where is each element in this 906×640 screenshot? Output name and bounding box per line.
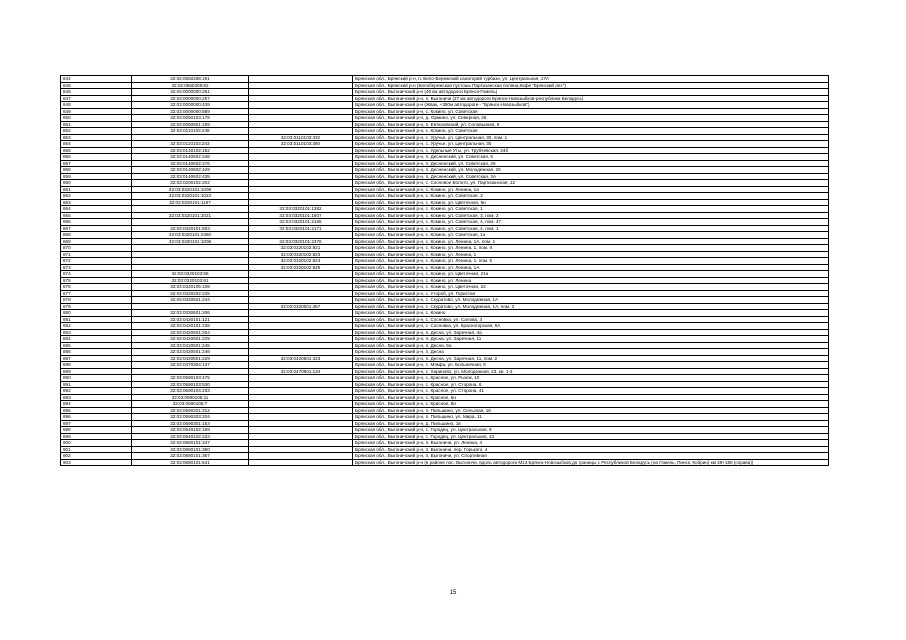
row-number-cell: 895 bbox=[61, 407, 132, 414]
cadastral-number-cell: 32:03:0140102:182 bbox=[132, 147, 249, 154]
row-number-cell: 872 bbox=[61, 258, 132, 265]
address-cell: Брянская обл., Выгоничский р-н, с. Кокино, ул. Цветочная, 6н bbox=[353, 199, 829, 206]
row-number-cell: 898 bbox=[61, 427, 132, 434]
address-cell: Брянская обл., Выгоничский р-н, п. Десненский, ул. Советская, 26 bbox=[353, 160, 829, 167]
address-cell: Брянская обл., Выгоничский р-н, с. Кокино, ул. Советская, 1 bbox=[353, 206, 829, 213]
cadastral-number-cell: 32:03:0320101:1021 bbox=[132, 212, 249, 219]
premises-cadastral-number-cell: 32:03:0420501:323 bbox=[249, 355, 353, 362]
row-number-cell: 847 bbox=[61, 95, 132, 102]
address-cell: Брянская обл., Выгоничский р-н, с. Кокино bbox=[353, 310, 829, 317]
row-number-cell: 854 bbox=[61, 141, 132, 148]
cadastral-number-cell: 32:03:0590303:204 bbox=[132, 414, 249, 421]
property-table-sheet bbox=[60, 75, 829, 466]
row-number-cell: 876 bbox=[61, 284, 132, 291]
cadastral-number-cell: 32:03:0330601:206 bbox=[132, 310, 249, 317]
cadastral-number-cell: 32:03:0320101:1197 bbox=[132, 199, 249, 206]
cadastral-number-cell: 32:03:0320105:108 bbox=[132, 284, 249, 291]
address-cell: Брянская обл., Выгоничский р-н, с. Хариново, ул. Молодежная, 23, кв. 1-3 bbox=[353, 368, 829, 375]
premises-cadastral-number-cell: 32:03:0110103:332 bbox=[249, 134, 353, 141]
row-number-cell: 882 bbox=[61, 323, 132, 330]
address-cell: Брянская обл., Выгоничский р-н, п. Пильшино, ул. Мира, 11 bbox=[353, 414, 829, 421]
table-row bbox=[61, 459, 829, 466]
row-number-cell: 857 bbox=[61, 160, 132, 167]
premises-cadastral-number-cell: 32:03:0320101:1607 bbox=[249, 212, 353, 219]
address-cell: Брянская обл., Выгоничский р-н, с. Кокино, ул. Ленина, 1а bbox=[353, 186, 829, 193]
row-number-cell: 859 bbox=[61, 173, 132, 180]
row-number-cell: 852 bbox=[61, 128, 132, 135]
address-cell: Брянская обл., Выгоничский р-н, с. Кокино, ул. Советская, 3 bbox=[353, 193, 829, 200]
row-number-cell: 891 bbox=[61, 381, 132, 388]
address-cell: Брянская обл., Выгоничский р-н, с. Красное, 6н bbox=[353, 401, 829, 408]
address-cell: Брянская обл., Выгоничский р-н, с. Красное, ул. Рынок, 10 bbox=[353, 375, 829, 382]
address-cell: Брянская обл., Выгоничский р-н, с. Кокино, ул. Советская bbox=[353, 108, 829, 115]
address-cell: Брянская обл., Выгоничский р-н, с. Кокино, ул. Ленина, 1 bbox=[353, 251, 829, 258]
address-cell: Брянская обл., Выгоничский р-н, с. Кокино, ул. Советская, 4, пом. 1 bbox=[353, 225, 829, 232]
cadastral-number-cell: 32:03:0640102:159 bbox=[132, 427, 249, 434]
address-cell: Брянская обл., Выгоничский р-н, п. Десна, ул. Заречная, 11 bbox=[353, 336, 829, 343]
premises-cadastral-number-cell: 32:03:0320101:2171 bbox=[249, 225, 353, 232]
address-cell: Брянская обл., Выгоничский р-н, п. Выгоничи, пер. Горького, 4 bbox=[353, 446, 829, 453]
cadastral-number-cell: 32:03:0320101:1023 bbox=[132, 193, 249, 200]
address-cell: Брянская обл., Брянский р-н (Белобережская пустошь Партизанская поляна,Кафе "Брянский лес") bbox=[353, 82, 829, 89]
row-number-cell: 892 bbox=[61, 388, 132, 395]
row-number-cell: 877 bbox=[61, 290, 132, 297]
address-cell: Брянская обл., Выгоничский р-н, п. Десненский, ул. Советская, 6 bbox=[353, 154, 829, 161]
address-cell: Брянская обл., Выгоничский р-н, п. Выгоничи, ул. Ленина, 4 bbox=[353, 440, 829, 447]
cadastral-number-cell: 32:03:0110103:243 bbox=[132, 141, 249, 148]
address-cell: Брянская обл., Выгоничский р-н, п. Десна, ул. Заречная, 11, пом. 2 bbox=[353, 355, 829, 362]
property-table bbox=[60, 75, 829, 466]
cadastral-number-cell: 32:03:0420501:229 bbox=[132, 336, 249, 343]
address-cell: Брянская обл., Выгоничский р-н, с. Уручье, ул. Центральная, 30 bbox=[353, 141, 829, 148]
address-cell: Брянская обл., Выгоничский р-н, с. Скуратово, ул. Молодежная, 1А bbox=[353, 297, 829, 304]
address-cell: Брянская обл., Выгоничский р-н, п. Десна bbox=[353, 349, 829, 356]
row-number-cell: 890 bbox=[61, 375, 132, 382]
row-number-cell: 894 bbox=[61, 401, 132, 408]
row-number-cell: 856 bbox=[61, 154, 132, 161]
row-number-cell: 865 bbox=[61, 212, 132, 219]
address-cell: Брянская обл., Выгоничский р-н, с. Сосновка, ул. Салова, 3 bbox=[353, 316, 829, 323]
address-cell: Брянская обл., Выгоничский р-н, с. Кокино, ул. Ленина, 1, пом. II bbox=[353, 245, 829, 252]
address-cell: Брянская обл., Выгоничский р-н, с. Кокино, ул. Ленина, 1, пом. 5 bbox=[353, 258, 829, 265]
premises-cadastral-number-cell: 32:03:0320101:1382 bbox=[249, 206, 353, 213]
address-cell: Брянская обл., Выгоничский р-н (46 км автодороги Брянск-Гомель) bbox=[353, 89, 829, 96]
address-cell: Брянская обл., Выгоничский р-н, с. Красное, 6н bbox=[353, 394, 829, 401]
row-number-cell: 870 bbox=[61, 245, 132, 252]
cadastral-number-cell: 32:03:0590103:530 bbox=[132, 381, 249, 388]
cadastral-number-cell: 32:03:0420501:204 bbox=[132, 329, 249, 336]
row-number-cell: 880 bbox=[61, 310, 132, 317]
cadastral-number-cell: 32:03:0420101:121 bbox=[132, 316, 249, 323]
cadastral-number-cell: 32:03:0140602:248 bbox=[132, 154, 249, 161]
row-number-cell: 900 bbox=[61, 440, 132, 447]
row-number-cell: 851 bbox=[61, 121, 132, 128]
address-cell: Брянская обл., Выгоничский р-н, с. Городец, ул. Центральная, 9 bbox=[353, 427, 829, 434]
page-number: 15 bbox=[449, 590, 457, 596]
row-number-cell: 884 bbox=[61, 336, 132, 343]
row-number-cell: 875 bbox=[61, 277, 132, 284]
cadastral-number-cell: 32:03:0320501:244 bbox=[132, 297, 249, 304]
cadastral-number-cell: 32:03:0140602:429 bbox=[132, 167, 249, 174]
row-number-cell: 863 bbox=[61, 199, 132, 206]
premises-cadastral-number-cell: 32:03:0320102:823 bbox=[249, 251, 353, 258]
address-cell: Брянская обл., Выгоничский р-н, д. Пильшино, 1в bbox=[353, 420, 829, 427]
address-cell: Брянская обл., Выгоничский р-н, с. Красное, ул. Сторона, 6 bbox=[353, 381, 829, 388]
premises-cadastral-number-cell: 32:03:0320102:825 bbox=[249, 264, 353, 271]
premises-cadastral-number-cell: 32:03:0320101:2166 bbox=[249, 219, 353, 226]
cadastral-number-cell: 32:03:0590105:7 bbox=[132, 401, 249, 408]
address-cell: Брянская обл., Выгоничский р-н, п. Выгоничи, ул. Спортивная bbox=[353, 453, 829, 460]
premises-cadastral-number-cell: 32:03:0320101:2376 bbox=[249, 238, 353, 245]
premises-cadastral-number-cell bbox=[249, 459, 353, 466]
row-number-cell: 858 bbox=[61, 167, 132, 174]
address-cell: Брянская обл., Выгоничский р-н, с. Кокино, ул. Цветочная, 22 bbox=[353, 284, 829, 291]
address-cell: Брянская обл., Выгоничский р-н, с. Красное, ул. Сторона, 41 bbox=[353, 388, 829, 395]
cadastral-number-cell: 32:03:0320101:1008 bbox=[132, 186, 249, 193]
row-number-cell: 883 bbox=[61, 329, 132, 336]
address-cell: Брянская обл., Выгоничский р-н, с. Кокино, ул. Ленина bbox=[353, 277, 829, 284]
address-cell: Брянская обл., Выгоничский р-н, с. Сосновка, ул. Красногорская, 6А bbox=[353, 323, 829, 330]
row-number-cell: 853 bbox=[61, 134, 132, 141]
row-number-cell: 862 bbox=[61, 193, 132, 200]
address-cell: Брянская обл., Выгоничский р-н, с. Скуратово, ул. Молодежная, 1А, пом. 3 bbox=[353, 303, 829, 310]
row-number-cell: 849 bbox=[61, 108, 132, 115]
row-number-cell: 899 bbox=[61, 433, 132, 440]
cadastral-number-cell: 32:03:0140602:435 bbox=[132, 173, 249, 180]
address-cell: Брянская обл., Выгоничский р-н, с. Городец, ул. Центральная, 13 bbox=[353, 433, 829, 440]
cadastral-number-cell: 32:03:0680101:367 bbox=[132, 453, 249, 460]
cadastral-number-cell: 32:03:0200102:202 bbox=[132, 180, 249, 187]
premises-cadastral-number-cell: 32:03:0110103:360 bbox=[249, 141, 353, 148]
cadastral-number-cell: 32:03:0420501:246 bbox=[132, 349, 249, 356]
cadastral-number-cell: 32:03:0420501:229 bbox=[132, 355, 249, 362]
row-number-cell: 902 bbox=[61, 453, 132, 460]
address-cell: Брянская обл., Выгоничский р-н, п. Десна, ул. Заречная, 4а bbox=[353, 329, 829, 336]
row-number-cell: 889 bbox=[61, 368, 132, 375]
cadastral-number-cell: 32:03:0320103:81 bbox=[132, 277, 249, 284]
table-body bbox=[61, 76, 829, 466]
cadastral-number-cell: 32:02:0550308:82 bbox=[132, 82, 249, 89]
cadastral-number-cell: 32:03:0050801:159 bbox=[132, 121, 249, 128]
row-number-cell: 893 bbox=[61, 394, 132, 401]
cadastral-number-cell: 32:03:0590104:233 bbox=[132, 388, 249, 395]
row-number-cell: 845 bbox=[61, 82, 132, 89]
row-number-cell: 901 bbox=[61, 446, 132, 453]
row-number-cell: 855 bbox=[61, 147, 132, 154]
address-cell: Брянская обл., Брянский р-н, п. Бело-Бережский санаторий турбазе, ул. Центральная, 17А bbox=[353, 76, 829, 83]
address-cell: Брянская обл., Выгоничский р-н, с. Удельные Уты, ул. Трубчевская, 24б bbox=[353, 147, 829, 154]
cadastral-number-cell: 32:03:0590201:312 bbox=[132, 407, 249, 414]
row-number-cell: 874 bbox=[61, 271, 132, 278]
address-cell: Брянская обл., Выгоничский р-н, с. Кокино, ул. Ленина, 1А, пом. 1 bbox=[353, 238, 829, 245]
cadastral-number-cell: 32:03:0680101:360 bbox=[132, 446, 249, 453]
row-number-cell: 878 bbox=[61, 297, 132, 304]
cadastral-number-cell: 32:03:0590301:153 bbox=[132, 420, 249, 427]
row-number-cell: 866 bbox=[61, 219, 132, 226]
cadastral-number-cell: 32:03:0320101:1008 bbox=[132, 238, 249, 245]
row-number-cell: 864 bbox=[61, 206, 132, 213]
address-cell: Брянская обл., Выгоничский р-н, п. Десна, 6а bbox=[353, 342, 829, 349]
address-cell: Брянская обл., Выгоничский р-н, п. Десненский, ул. Молодежная, 26 bbox=[353, 167, 829, 174]
address-cell: Брянская обл., Выгоничский р-н, с. Кокино, ул. Советская, 3, пом. 2 bbox=[353, 212, 829, 219]
row-number-cell: 846 bbox=[61, 89, 132, 96]
row-number-cell: 873 bbox=[61, 264, 132, 271]
cadastral-number-cell: 32:03:0590103:475 bbox=[132, 375, 249, 382]
cadastral-number-cell: 32:03:0640102:233 bbox=[132, 433, 249, 440]
address-cell: Брянская обл., Выгоничский р-н, с. Уручье, ул. Центральная, 30, пом. 1 bbox=[353, 134, 829, 141]
address-cell: Брянская обл., Выгоничский р-н, с. Кокино, ул. Советская bbox=[353, 128, 829, 135]
address-cell: Брянская обл., Выгоничский р-н (Жвак, +350м автодороги - "Брянск-Новозыбков") bbox=[353, 102, 829, 109]
row-number-cell: 885 bbox=[61, 342, 132, 349]
address-cell: Брянская обл., Выгоничский р-н, с. Мякфа, ул. Больничная, 8 bbox=[353, 362, 829, 369]
address-cell: Брянская обл., Выгоничский р-н, с. Сосновое Болото, ул. Партизанская, 12 bbox=[353, 180, 829, 187]
cadastral-number-cell: 32:03:0320101:2360 bbox=[132, 232, 249, 239]
premises-cadastral-number-cell: 32:03:0320102:824 bbox=[249, 258, 353, 265]
address-cell: Брянская обл., Выгоничский р-н, с. Кокино, ул. Советская, 4, пом. 47 bbox=[353, 219, 829, 226]
address-cell: Брянская обл., Выгоничский р-н, с. Утороб, ул. Гористая bbox=[353, 290, 829, 297]
address-cell: Брянская обл., Выгоничский р-н, д. Ормино, ул. Северная, 26 bbox=[353, 115, 829, 122]
cadastral-number-cell: 32:03:0140602:276 bbox=[132, 160, 249, 167]
premises-cadastral-number-cell: 32:03:0470801:134 bbox=[249, 368, 353, 375]
row-number-cell: 871 bbox=[61, 251, 132, 258]
row-number-cell: 848 bbox=[61, 102, 132, 109]
cadastral-number-cell: 32:03:0000000:439 bbox=[132, 102, 249, 109]
cadastral-number-cell: 32:03:0470304:137 bbox=[132, 362, 249, 369]
cadastral-number-cell: 32:03:0000000:889 bbox=[132, 108, 249, 115]
premises-cadastral-number-cell: 32:03:0320501:457 bbox=[249, 303, 353, 310]
cadastral-number-cell: 32:02:0550308:191 bbox=[132, 76, 249, 83]
address-cell: Брянская обл., Выгоничский р-н, п. Пильшино, ул. Сельская, 16 bbox=[353, 407, 829, 414]
row-number-cell: 879 bbox=[61, 303, 132, 310]
address-cell: Брянская обл., Выгоничский р-н, п. Десненский, ул. Советская, 3А bbox=[353, 173, 829, 180]
cadastral-number-cell: 32:03:0420501:245 bbox=[132, 342, 249, 349]
address-cell: Брянская обл., Выгоничский р-н, п. Выгоничи (27 км автодороги Брянск-Новозыбков-республика Беларусь) bbox=[353, 95, 829, 102]
row-number-cell: 881 bbox=[61, 316, 132, 323]
row-number-cell: 886 bbox=[61, 349, 132, 356]
premises-cadastral-number-cell: 32:03:0320102:821 bbox=[249, 245, 353, 252]
cadastral-number-cell: 32:03:0320103:86 bbox=[132, 271, 249, 278]
row-number-cell: 868 bbox=[61, 232, 132, 239]
address-cell: Брянская обл., Выгоничский р-н (в районе пос. Выгоничи, вдоль автодороги М13 Брянск-Новозыбков,до границы с Республикой Беларусь (на Гомель, Пинск, Кобрин) км 39+180 (справа)) bbox=[353, 459, 829, 466]
cadastral-number-cell: 32:03:0110103:248 bbox=[132, 128, 249, 135]
address-cell: Брянская обл., Выгоничский р-н, с. Кокино, ул. Цветочная, 21а bbox=[353, 271, 829, 278]
row-number-cell: 860 bbox=[61, 180, 132, 187]
row-number-cell: 867 bbox=[61, 225, 132, 232]
cadastral-number-cell: 32:03:0000000:257 bbox=[132, 95, 249, 102]
row-number-cell: 861 bbox=[61, 186, 132, 193]
row-number-cell: 896 bbox=[61, 414, 132, 421]
row-number-cell: 903 bbox=[61, 459, 132, 466]
row-number-cell: 869 bbox=[61, 238, 132, 245]
cadastral-number-cell: 32:03:0050103:176 bbox=[132, 115, 249, 122]
row-number-cell: 897 bbox=[61, 420, 132, 427]
address-cell: Брянская обл., Выгоничский р-н, п. Евтюховский, ул. Соловьиная, 9 bbox=[353, 121, 829, 128]
cadastral-number-cell: 32:03:0680101:347 bbox=[132, 440, 249, 447]
cadastral-number-cell: 32:03:0000000:251 bbox=[132, 89, 249, 96]
cadastral-number-cell: 32:03:0420101:238 bbox=[132, 323, 249, 330]
address-cell: Брянская обл., Выгоничский р-н, с. Кокино, ул. Советская, 1а bbox=[353, 232, 829, 239]
row-number-cell: 850 bbox=[61, 115, 132, 122]
row-number-cell: 888 bbox=[61, 362, 132, 369]
row-number-cell: 887 bbox=[61, 355, 132, 362]
address-cell: Брянская обл., Выгоничский р-н, с. Кокино, ул. Ленина, 1А bbox=[353, 264, 829, 271]
cadastral-number-cell: 32:03:0320101:933 bbox=[132, 225, 249, 232]
cadastral-number-cell: 32:03:0590105:11 bbox=[132, 394, 249, 401]
cadastral-number-cell: 32:03:0680101:641 bbox=[132, 459, 249, 466]
row-number-cell: 844 bbox=[61, 76, 132, 83]
cadastral-number-cell: 32:03:0320202:225 bbox=[132, 290, 249, 297]
